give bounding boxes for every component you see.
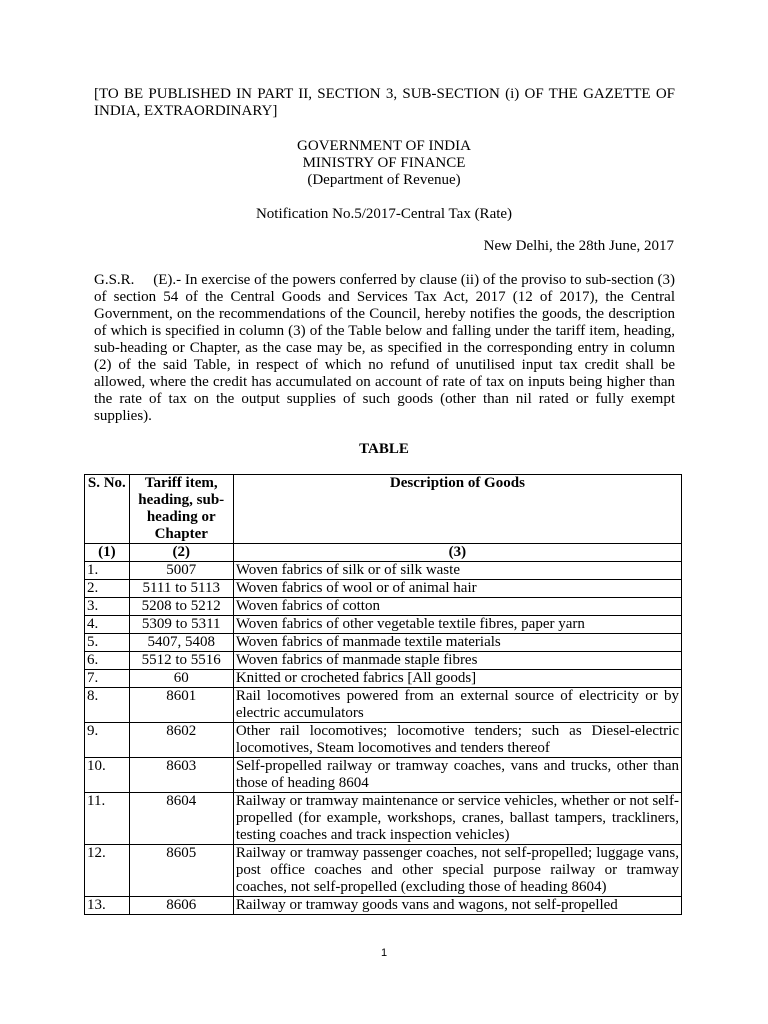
row-tariff: 5208 to 5212 (129, 598, 233, 616)
header-description: Description of Goods (233, 475, 681, 544)
body-paragraph: G.S.R. (E).- In exercise of the powers conferred by clause (ii) of the proviso to sub-section (3) of section 54 of the Central Goods and Services Tax Act, 2017 (12 of 2017), the Central Government, on the recommendations of the Council, hereby notifies the goods, the description of which is specified in column (3) of the Table below and falling under the tariff item, heading, sub-heading or Chapter, as the case may be, as specified in the corresponding entry in column (2) of the said Table, in respect of which no refund of unutilised input tax credit shall be allowed, where the credit has accumulated on account of rate of tax on inputs being higher than the rate of tax on the output supplies of such goods (other than nil rated or fully exempt supplies). (94, 272, 675, 424)
header-tariff: Tariff item, heading, sub-heading or Chapter (129, 475, 233, 544)
row-sno: 10. (85, 758, 130, 793)
row-description: Woven fabrics of manmade textile materials (233, 634, 681, 652)
department-line: (Department of Revenue) (307, 172, 461, 188)
notification-number: Notification No.5/2017-Central Tax (Rate) (255, 206, 513, 222)
row-sno: 12. (85, 845, 130, 897)
table-row (85, 688, 682, 723)
row-description: Railway or tramway goods vans and wagons, not self-propelled (233, 897, 681, 915)
page-number: 1 (380, 947, 388, 959)
row-description: Woven fabrics of manmade staple fibres (233, 652, 681, 670)
table-row (85, 598, 682, 616)
table-row (85, 652, 682, 670)
row-tariff: 8606 (129, 897, 233, 915)
row-sno: 5. (85, 634, 130, 652)
row-tariff: 60 (129, 670, 233, 688)
table-row (85, 897, 682, 915)
government-line: GOVERNMENT OF INDIA (297, 138, 471, 154)
government-block (0, 138, 768, 189)
row-tariff: 5407, 5408 (129, 634, 233, 652)
table-row (85, 562, 682, 580)
row-tariff: 5512 to 5516 (129, 652, 233, 670)
row-description: Woven fabrics of silk or of silk waste (233, 562, 681, 580)
row-sno: 7. (85, 670, 130, 688)
row-description: Woven fabrics of wool or of animal hair (233, 580, 681, 598)
row-tariff: 8604 (129, 793, 233, 845)
row-description: Other rail locomotives; locomotive tenders; such as Diesel-electric locomotives, Steam locomotives and tenders thereof (233, 723, 681, 758)
row-description: Railway or tramway passenger coaches, not self-propelled; luggage vans, post office coaches and other special purpose railway or tramway coaches, not self-propelled (excluding those of heading 8604) (233, 845, 681, 897)
dateline: New Delhi, the 28th June, 2017 (483, 238, 674, 254)
column-number-row (85, 544, 682, 562)
table-row (85, 616, 682, 634)
column-number: (2) (129, 544, 233, 562)
row-sno: 9. (85, 723, 130, 758)
row-description: Woven fabrics of other vegetable textile fibres, paper yarn (233, 616, 681, 634)
row-description: Self-propelled railway or tramway coaches, vans and trucks, other than those of heading 8604 (233, 758, 681, 793)
table-title: TABLE (359, 441, 409, 457)
row-description: Woven fabrics of cotton (233, 598, 681, 616)
table-row (85, 670, 682, 688)
row-sno: 13. (85, 897, 130, 915)
row-tariff: 8605 (129, 845, 233, 897)
row-tariff: 8601 (129, 688, 233, 723)
row-tariff: 5309 to 5311 (129, 616, 233, 634)
table-header-row (85, 475, 682, 544)
ministry-line: MINISTRY OF FINANCE (302, 155, 466, 171)
header-sno: S. No. (85, 475, 130, 544)
row-sno: 1. (85, 562, 130, 580)
table-row (85, 580, 682, 598)
row-description: Railway or tramway maintenance or service vehicles, whether or not self-propelled (for example, workshops, cranes, ballast tampers, trackliners, testing coaches and track inspection vehicles) (233, 793, 681, 845)
table-row (85, 845, 682, 897)
table-row (85, 758, 682, 793)
row-sno: 3. (85, 598, 130, 616)
table-row (85, 793, 682, 845)
gazette-header: [TO BE PUBLISHED IN PART II, SECTION 3, SUB-SECTION (i) OF THE GAZETTE OF INDIA, EXTRAORDINARY] (94, 86, 675, 119)
table-row (85, 723, 682, 758)
row-sno: 6. (85, 652, 130, 670)
row-tariff: 5007 (129, 562, 233, 580)
row-sno: 4. (85, 616, 130, 634)
row-tariff: 8602 (129, 723, 233, 758)
goods-table (84, 474, 682, 915)
table-row (85, 634, 682, 652)
row-sno: 2. (85, 580, 130, 598)
row-sno: 8. (85, 688, 130, 723)
row-tariff: 5111 to 5113 (129, 580, 233, 598)
goods-table-body (85, 562, 682, 915)
column-number: (3) (233, 544, 681, 562)
row-description: Knitted or crocheted fabrics [All goods] (233, 670, 681, 688)
row-description: Rail locomotives powered from an external source of electricity or by electric accumulators (233, 688, 681, 723)
row-tariff: 8603 (129, 758, 233, 793)
row-sno: 11. (85, 793, 130, 845)
column-number: (1) (85, 544, 130, 562)
